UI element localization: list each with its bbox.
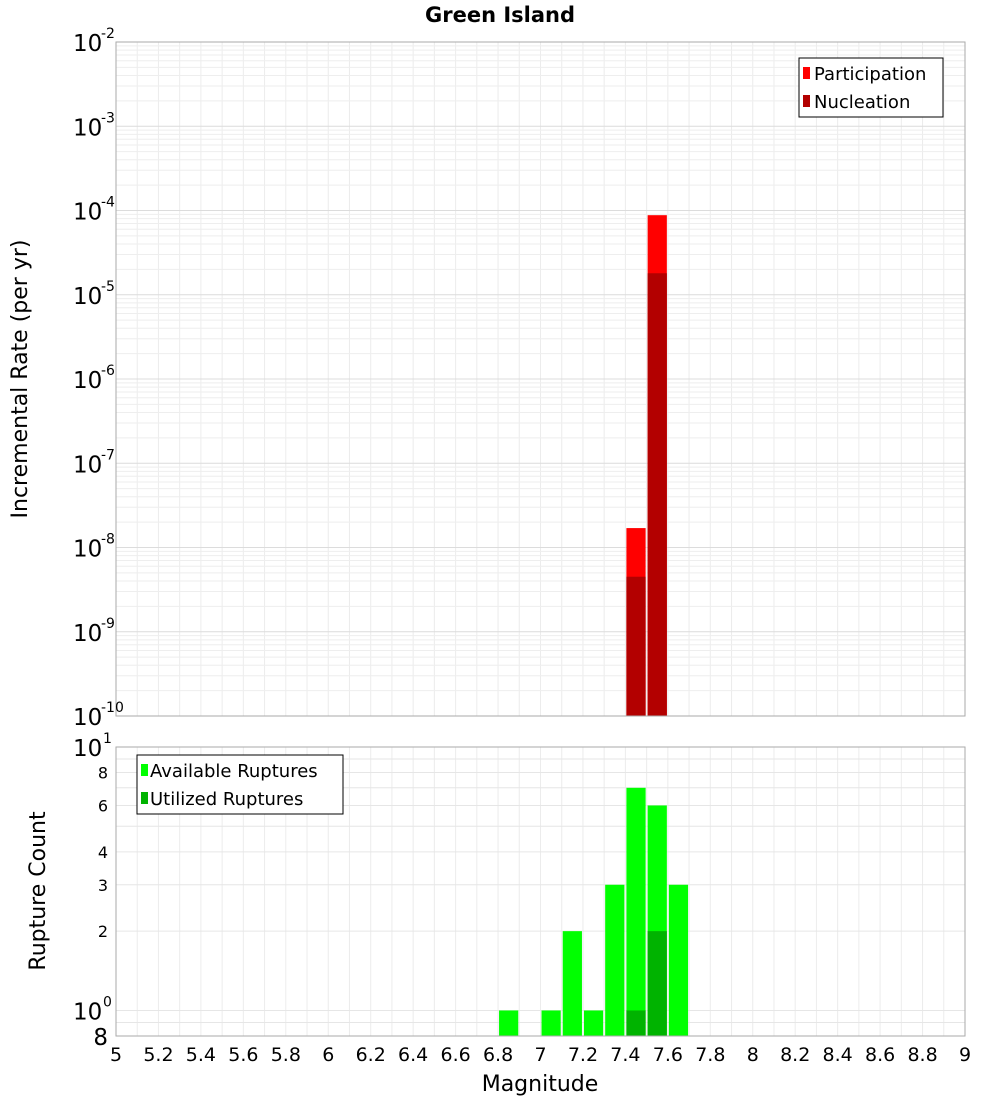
x-tick-label: 7.8 bbox=[695, 1044, 726, 1066]
y-tick-label: 10 bbox=[73, 199, 103, 226]
y-tick-label: 2 bbox=[97, 922, 108, 942]
y-tick-label: 6 bbox=[97, 796, 108, 816]
x-tick-label: 8.8 bbox=[907, 1044, 938, 1066]
legend-swatch-utilized bbox=[141, 792, 148, 804]
bottom-bars bbox=[499, 788, 688, 1036]
bottom-legend bbox=[137, 755, 343, 814]
y-tick-exponent: -8 bbox=[101, 531, 115, 548]
top-y-axis-label: Incremental Rate (per yr) bbox=[8, 239, 33, 519]
y-tick-label: 4 bbox=[97, 842, 108, 862]
top-legend bbox=[799, 58, 943, 117]
y-tick-exponent: 1 bbox=[103, 731, 112, 747]
bottom-y-axis-label: Rupture Count bbox=[26, 811, 51, 971]
x-tick-label: 7 bbox=[534, 1044, 547, 1066]
x-tick-label: 8.2 bbox=[780, 1044, 811, 1066]
y-tick-label: 10 bbox=[73, 368, 103, 394]
x-tick-label: 6.8 bbox=[482, 1044, 514, 1066]
x-tick-label: 5.2 bbox=[143, 1044, 174, 1066]
x-tick-label: 8.6 bbox=[864, 1044, 896, 1066]
y-tick-exponent: -5 bbox=[101, 278, 115, 295]
bar-available-ruptures bbox=[563, 931, 582, 1036]
y-tick-label: 8 bbox=[97, 763, 108, 783]
bar-available-ruptures bbox=[499, 1010, 518, 1036]
y-tick-exponent: 0 bbox=[103, 994, 112, 1011]
chart-title: Green Island bbox=[424, 3, 576, 27]
bar-nucleation bbox=[626, 577, 645, 716]
x-tick-label: 6.4 bbox=[398, 1044, 429, 1066]
bar-nucleation bbox=[648, 273, 667, 716]
bar-utilized-ruptures bbox=[648, 931, 667, 1036]
x-axis-label: Magnitude bbox=[481, 1072, 599, 1097]
bar-available-ruptures bbox=[542, 1010, 561, 1036]
y-tick-label: 10 bbox=[73, 452, 103, 479]
y-tick-label: 10 bbox=[73, 705, 103, 731]
x-tick-label: 5.4 bbox=[185, 1044, 217, 1066]
y-tick-exponent: -3 bbox=[101, 110, 115, 127]
top-grid bbox=[116, 42, 965, 716]
y-tick-exponent: -4 bbox=[101, 194, 115, 211]
legend-label-participation: Participation bbox=[814, 64, 927, 85]
legend-label-nucleation: Nucleation bbox=[814, 92, 911, 113]
x-tick-label: 5.8 bbox=[270, 1044, 301, 1066]
bottom-y-ticks bbox=[73, 731, 112, 1051]
x-tick-label: 7.4 bbox=[610, 1044, 641, 1066]
x-tick-label: 6.2 bbox=[355, 1044, 386, 1066]
bar-available-ruptures bbox=[669, 885, 688, 1036]
legend-label-utilized: Utilized Ruptures bbox=[150, 789, 304, 810]
bar-utilized-ruptures bbox=[626, 1010, 645, 1036]
y-tick-label: 10 bbox=[73, 999, 103, 1026]
y-tick-label: 3 bbox=[97, 875, 108, 895]
x-tick-label: 5 bbox=[109, 1044, 123, 1066]
bar-available-ruptures bbox=[626, 788, 645, 1036]
y-tick-label: 10 bbox=[73, 620, 103, 647]
bar-available-ruptures bbox=[584, 1010, 603, 1036]
legend-swatch-participation bbox=[803, 67, 810, 79]
y-tick-exponent: -6 bbox=[101, 363, 115, 379]
x-tick-label: 7.2 bbox=[567, 1044, 599, 1066]
legend-swatch-nucleation bbox=[803, 95, 810, 107]
y-tick-exponent: -10 bbox=[101, 700, 124, 716]
y-tick-label: 10 bbox=[73, 115, 103, 142]
legend-label-available: Available Ruptures bbox=[150, 761, 318, 782]
x-tick-label: 8.4 bbox=[822, 1044, 853, 1066]
x-ticks bbox=[110, 1044, 971, 1066]
y-tick-label: 10 bbox=[73, 31, 103, 57]
x-tick-label: 7.6 bbox=[652, 1044, 683, 1066]
y-tick-label: 10 bbox=[73, 736, 103, 762]
y-tick-label: 10 bbox=[73, 536, 103, 563]
y-tick-label: 10 bbox=[73, 283, 103, 310]
x-tick-label: 5.6 bbox=[228, 1044, 259, 1066]
y-tick-label: 8 bbox=[93, 1025, 108, 1051]
x-tick-label: 9 bbox=[958, 1044, 972, 1066]
legend-swatch-available bbox=[141, 764, 148, 776]
y-tick-exponent: -2 bbox=[101, 26, 115, 42]
bar-available-ruptures bbox=[605, 885, 624, 1036]
x-tick-label: 6 bbox=[322, 1044, 335, 1066]
y-tick-exponent: -7 bbox=[101, 447, 115, 464]
x-tick-label: 6.6 bbox=[440, 1044, 471, 1066]
y-tick-exponent: -9 bbox=[101, 615, 115, 632]
x-tick-label: 8 bbox=[746, 1044, 759, 1066]
